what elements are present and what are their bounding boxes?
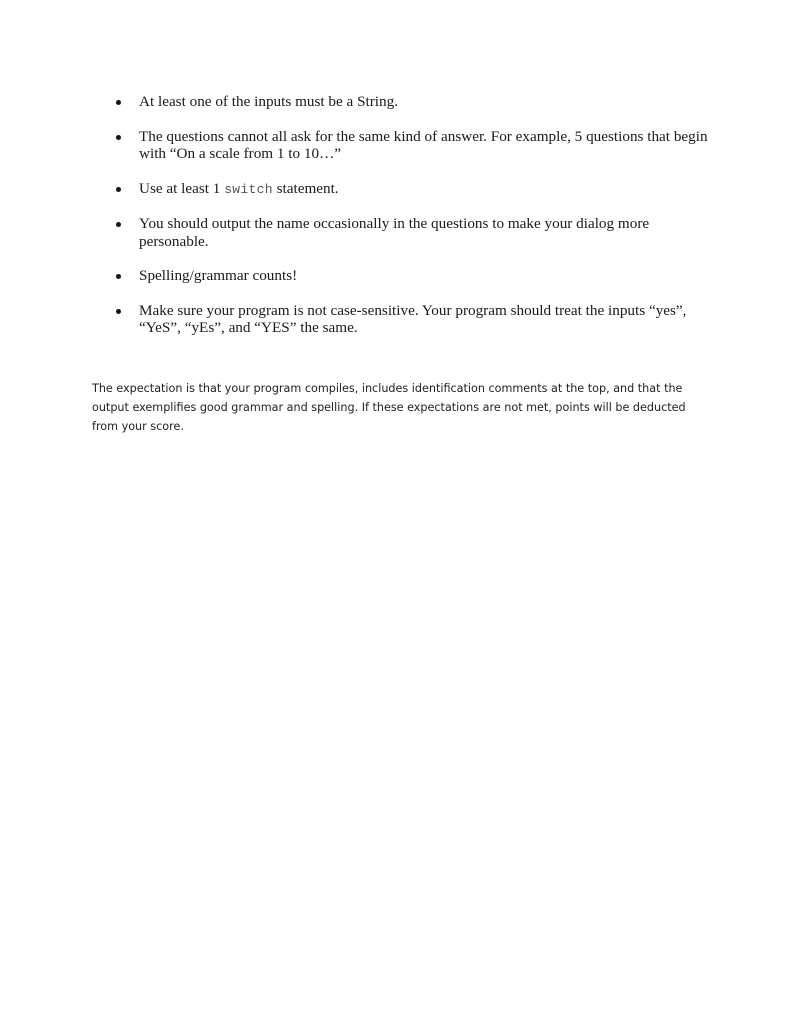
list-item-text: Spelling/grammar counts! (139, 267, 298, 284)
list-item (113, 302, 713, 337)
list-item (113, 180, 713, 199)
list-item-text: At least one of the inputs must be a String. (139, 93, 398, 110)
list-item (113, 267, 713, 285)
list-item (113, 128, 713, 163)
bullet-icon (116, 274, 121, 279)
expectation-paragraph: The expectation is that your program compiles, includes identification comments at the top, and that the output exemplifies good grammar and spelling. If these expectations are not met, points will be deducted from your score. (92, 382, 686, 433)
bullet-icon (116, 135, 121, 140)
list-item-text: The questions cannot all ask for the same kind of answer. For example, 5 questions that begin with “On a scale from 1 to 10…” (139, 127, 708, 162)
requirements-list (113, 93, 713, 354)
list-item-text-after: statement. (272, 179, 339, 197)
bullet-icon (116, 309, 121, 314)
bullet-icon (116, 100, 121, 105)
list-item (113, 93, 713, 111)
list-item-text: You should output the name occasionally in the questions to make your dialog more personable. (139, 215, 650, 250)
code-keyword: switch (224, 181, 273, 197)
bullet-icon (116, 187, 121, 192)
list-item-text-before: Use at least 1 (139, 179, 225, 197)
list-item (113, 215, 713, 250)
list-item-text: Make sure your program is not case-sensitive. Your program should treat the inputs “yes”, “YeS”, “yEs”, and “YES” the same. (139, 301, 687, 336)
bullet-icon (116, 222, 121, 227)
